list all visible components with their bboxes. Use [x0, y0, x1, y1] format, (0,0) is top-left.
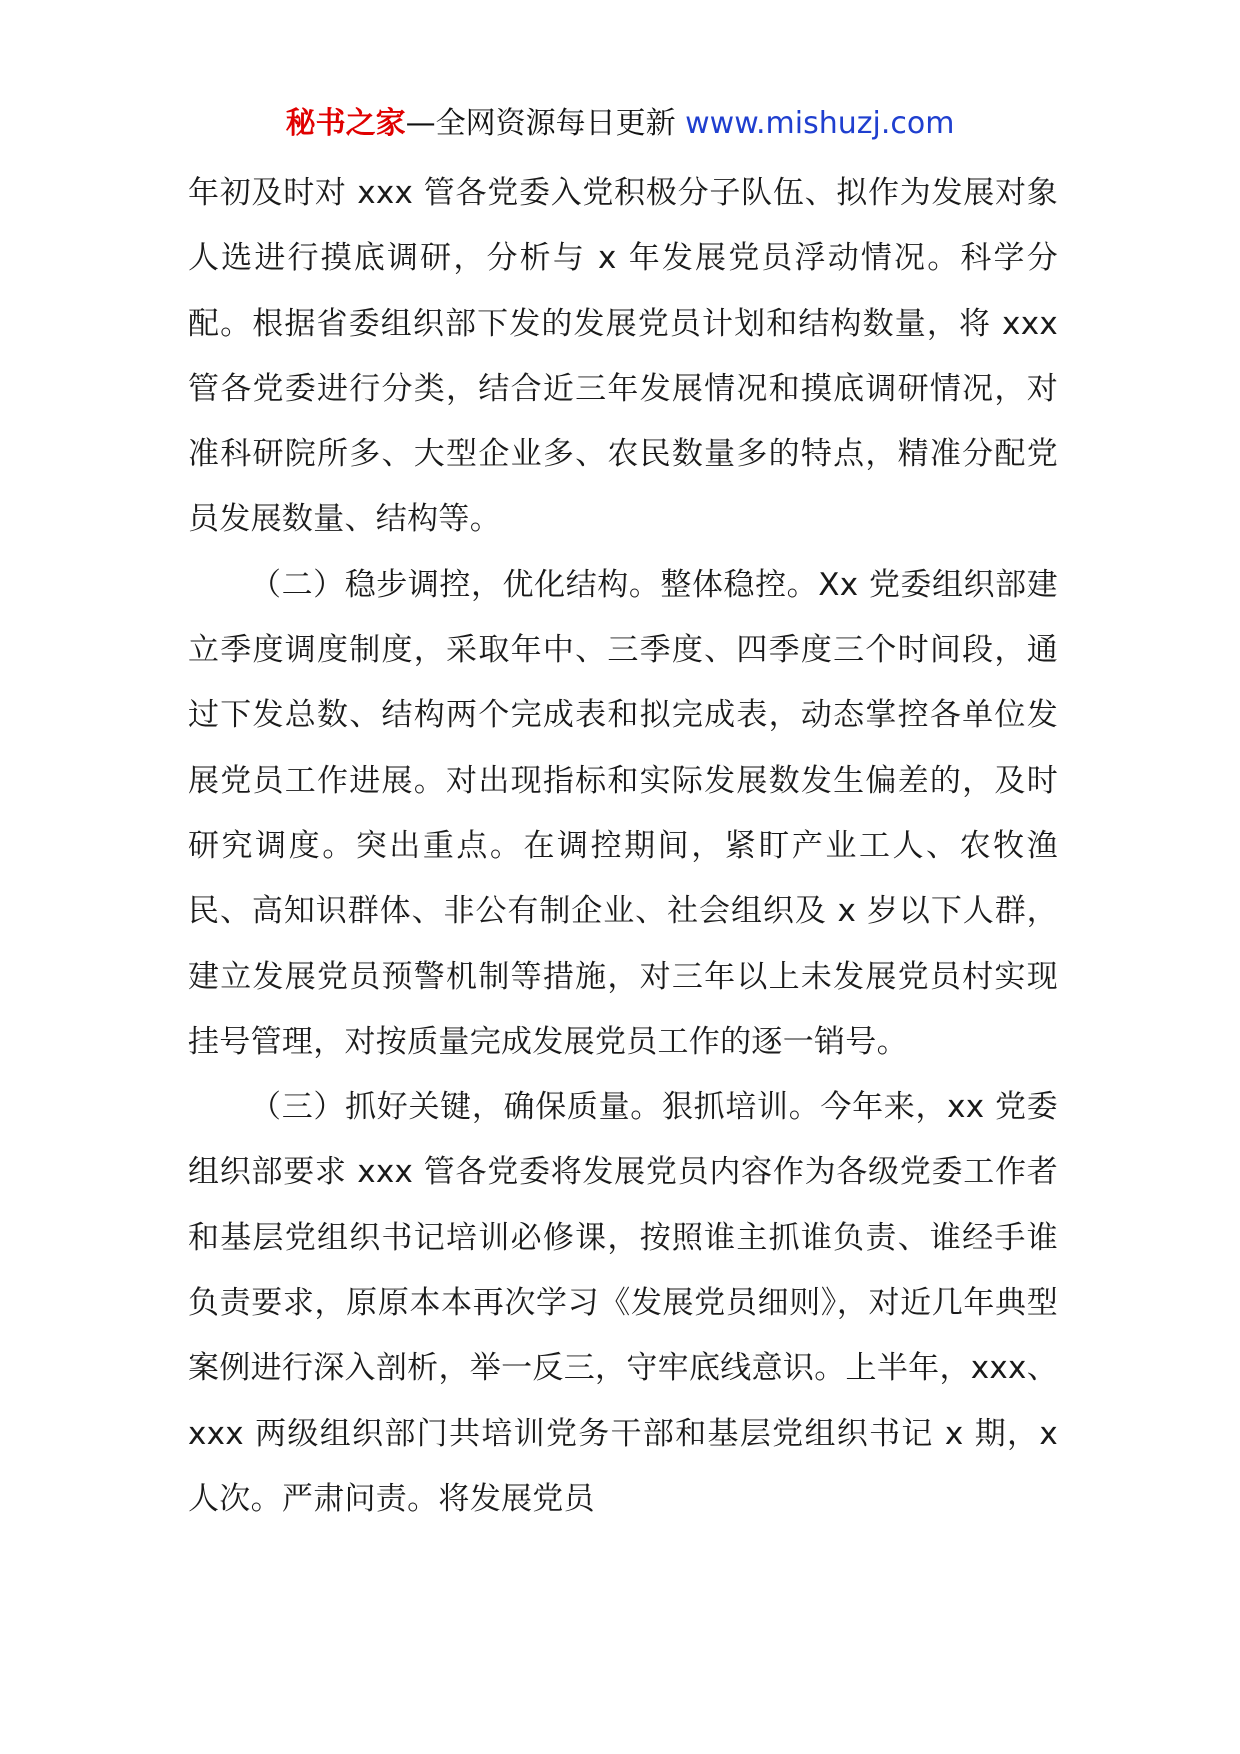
paragraph-2: （二）稳步调控，优化结构。整体稳控。Xx 党委组织部建立季度调度制度，采取年中、三季度、四季度三个时间段，通过下发总数、结构两个完成表和拟完成表，动态掌控各单位发展党员工作进展。对出现指标和实际发展数发生偏差的，及时研究调度。突出重点。在调控期间，紧盯产业工人、农牧渔民、高知识群体、非公有制企业、社会组织及 x 岁以下人群，建立发展党员预警机制等措施，对三年以上未发展党员村实现挂号管理，对按质量完成发展党员工作的逐一销号。	[188, 566, 1058, 1060]
paragraph-1: 年初及时对 xxx 管各党委入党积极分子队伍、拟作为发展对象人选进行摸底调研，分析与 x 年发展党员浮动情况。科学分配。根据省委组织部下发的发展党员计划和结构数量，将 xxx 管各党委进行分类，结合近三年发展情况和摸底调研情况，对准科研院所多、大型企业多、农民数量多的特点，精准分配党员发展数量、结构等。	[188, 175, 1058, 538]
site-url-link[interactable]: www.mishuzj.com	[685, 106, 955, 141]
site-tagline: —全网资源每日更新	[405, 106, 686, 141]
site-brand: 秘书之家	[285, 106, 406, 141]
site-header	[0, 100, 1240, 148]
paragraph-3: （三）抓好关键，确保质量。狠抓培训。今年来，xx 党委组织部要求 xxx 管各党委将发展党员内容作为各级党委工作者和基层党组织书记培训必修课，按照谁主抓谁负责、谁经手谁负责要求，原原本本再次学习《发展党员细则》，对近几年典型案例进行深入剖析，举一反三，守牢底线意识。上半年，xxx、xxx 两级组织部门共培训党务干部和基层党组织书记 x 期，x 人次。严肃问责。将发展党员	[188, 1089, 1058, 1517]
document-body	[188, 161, 1058, 1532]
